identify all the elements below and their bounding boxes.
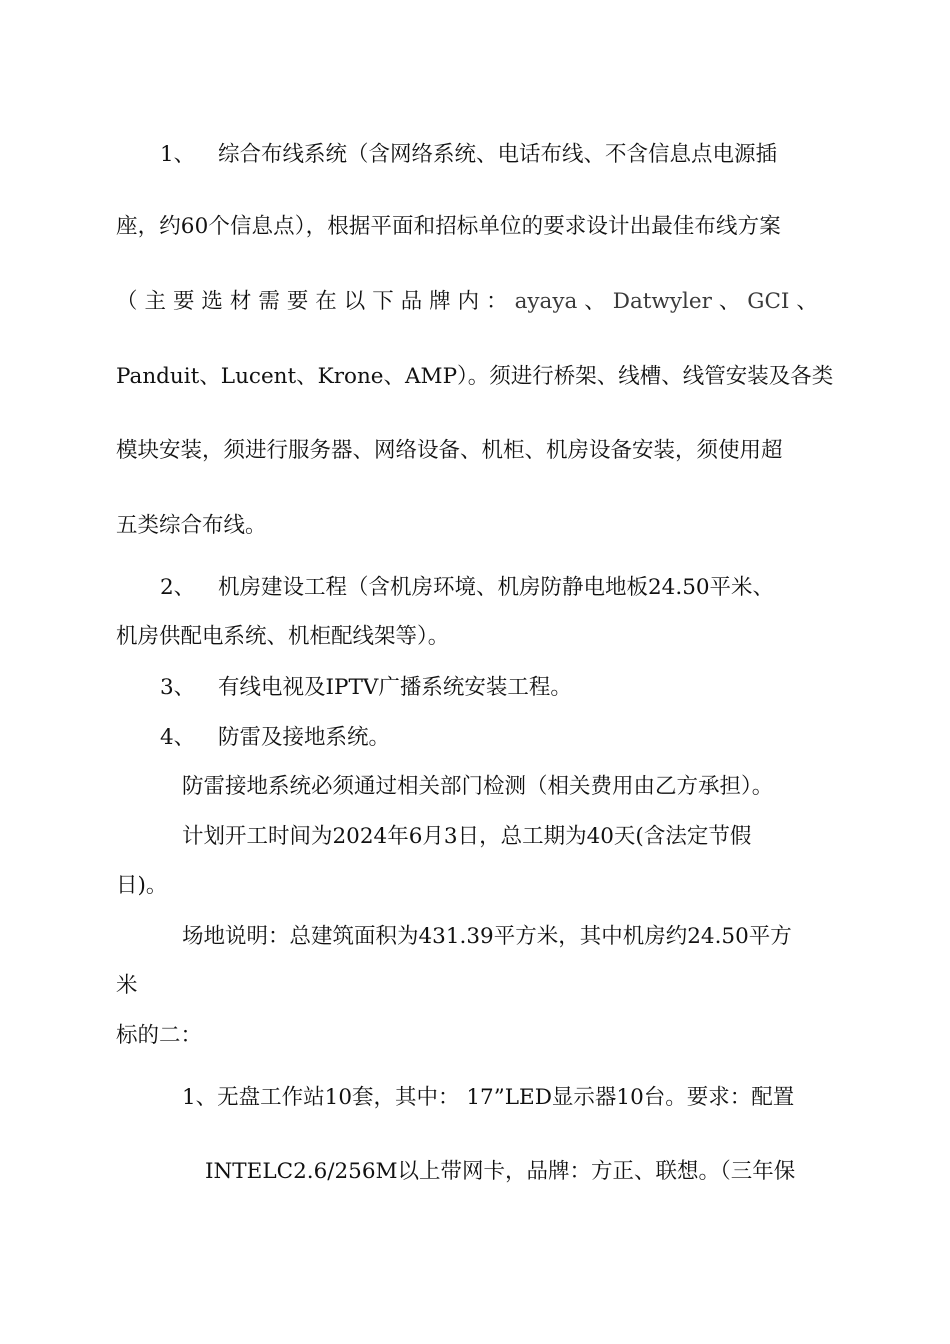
schedule-line1: 计划开工时间为2024年6月3日，总工期为40天(含法定节假	[182, 824, 752, 849]
item3-line1: 有线电视及IPTV广播系统安装工程。	[218, 675, 572, 700]
justified-char: 在	[315, 289, 337, 314]
justified-char: 内	[457, 289, 480, 314]
item1-number: 1、	[160, 142, 196, 167]
lot2-item1-line1: 1、无盘工作站10套，其中： 17”LED显示器10台。要求：配置	[182, 1085, 795, 1110]
brand-name: ayaya	[514, 289, 578, 314]
item1-line4: Panduit、Lucent、Krone、AMP）。须进行桥架、线槽、线管安装及各类	[116, 364, 834, 389]
item2-number: 2、	[160, 575, 196, 600]
lot2-heading: 标的二：	[116, 1023, 203, 1048]
item1-line6: 五类综合布线。	[116, 513, 267, 538]
lightning-paragraph: 防雷接地系统必须通过相关部门检测（相关费用由乙方承担）。	[182, 774, 774, 799]
justified-char: 材	[229, 289, 252, 314]
justified-char: 、	[796, 289, 818, 314]
justified-char: 选	[201, 289, 223, 314]
justified-char: 、	[584, 289, 606, 314]
item4-number: 4、	[160, 725, 196, 750]
item1-line5: 模块安装，须进行服务器、网络设备、机柜、机房设备安装，须使用超	[116, 438, 783, 463]
site-line2: 米	[116, 973, 138, 998]
justified-char: 牌	[429, 289, 451, 314]
item1-line3	[116, 287, 818, 317]
justified-char: 以	[343, 289, 366, 314]
justified-char: ：	[486, 289, 508, 314]
item1-line2: 座，约60个信息点），根据平面和招标单位的要求设计出最佳布线方案	[116, 214, 781, 239]
item1-line1-text: 综合布线系统（含网络系统、电话布线、不含信息点电源插	[218, 142, 778, 167]
justified-char: 主	[144, 289, 166, 314]
item3-number: 3、	[160, 675, 196, 700]
justified-char: 要	[172, 289, 195, 314]
site-line1: 场地说明：总建筑面积为431.39平方米，其中机房约24.50平方	[182, 924, 792, 949]
item2-line1: 机房建设工程（含机房环境、机房防静电地板24.50平米、	[218, 575, 775, 600]
justified-char: 要	[286, 289, 309, 314]
justified-char: 、	[718, 289, 741, 314]
lot2-item1-line2: INTELC2.6/256M以上带网卡，品牌：方正、联想。（三年保	[205, 1159, 796, 1184]
justified-char: 品	[400, 289, 423, 314]
brand-name: GCI	[747, 289, 790, 314]
brand-name: Datwyler	[612, 289, 712, 314]
item2-line2: 机房供配电系统、机柜配线架等）。	[116, 624, 450, 649]
justified-char: （	[116, 289, 138, 314]
item1-line1	[218, 140, 819, 170]
schedule-line2: 日)。	[116, 873, 168, 898]
justified-char: 需	[258, 289, 280, 314]
justified-char: 下	[372, 289, 394, 314]
item4-line1: 防雷及接地系统。	[218, 725, 391, 750]
